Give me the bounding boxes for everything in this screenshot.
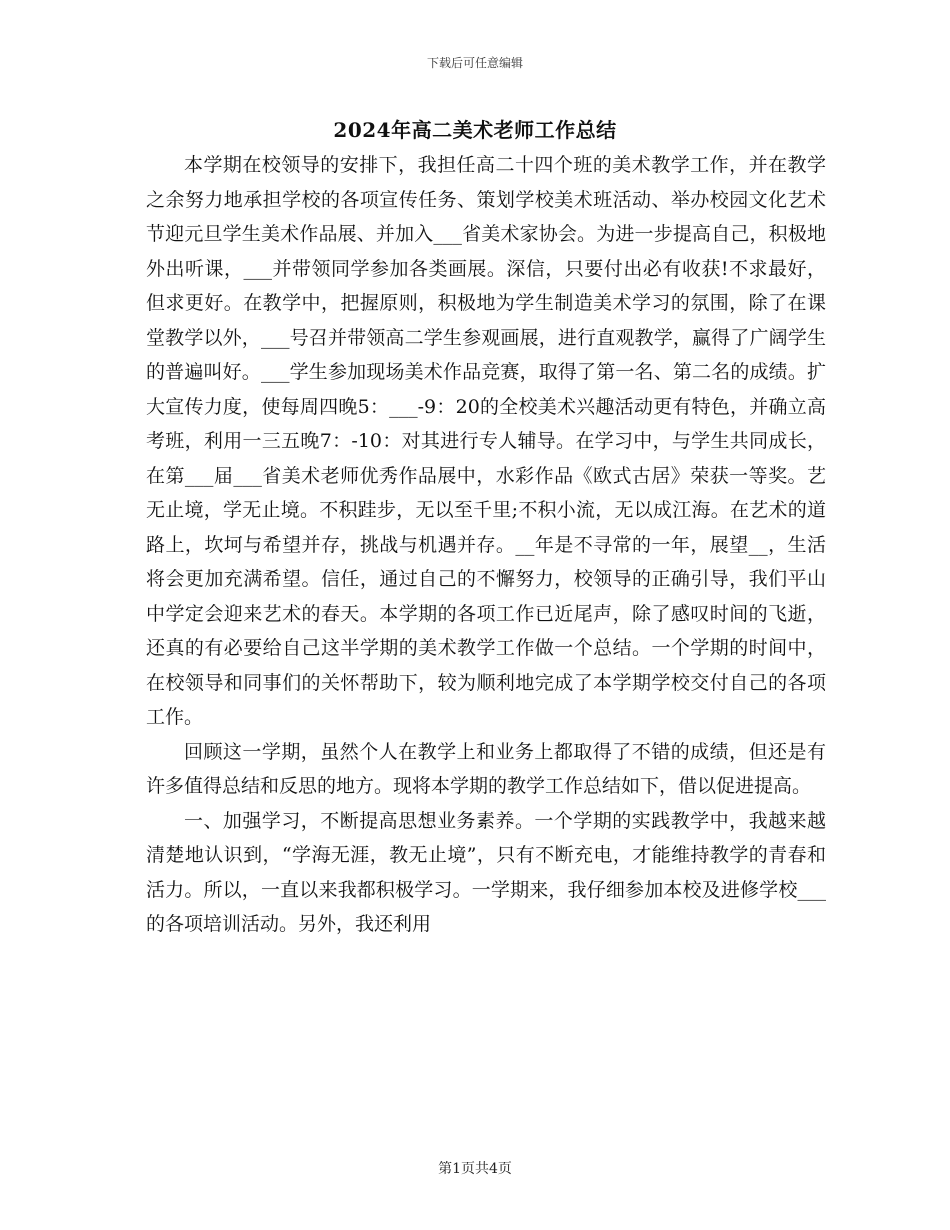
document-title: 2024年高二美术老师工作总结 <box>333 118 617 142</box>
page-footer-number: 第1页共4页 <box>438 1161 512 1177</box>
paragraph-2: 回顾这一学期，虽然个人在教学上和业务上都取得了不错的成绩，但还是有许多值得总结和反思的地方。现将本学期的教学工作总结如下，借以促进提高。 <box>146 740 826 797</box>
document-body <box>146 148 826 942</box>
paragraph-3: 一、加强学习，不断提高思想业务素养。一个学期的实践教学中，我越来越清楚地认识到，“学海无涯，教无止境”，只有不断充电，才能维持教学的青春和活力。所以，一直以来我都积极学习。一学期来，我仔细参加本校及进修学校___的各项培训活动。另外，我还利用 <box>146 809 826 935</box>
page-header-note: 下载后可任意编辑 <box>426 56 523 70</box>
paragraph-1: 本学期在校领导的安排下，我担任高二十四个班的美术教学工作，并在教学之余努力地承担学校的各项宣传任务、策划学校美术班活动、举办校园文化艺术节迎元旦学生美术作品展、并加入___省美术家协会。为进一步提高自己，积极地外出听课，___并带领同学参加各类画展。深信，只要付出必有收获!不求最好，但求更好。在教学中，把握原则，积极地为学生制造美术学习的氛围，除了在课堂教学以外，___号召并带领高二学生参观画展，进行直观教学，赢得了广阔学生的普遍叫好。___学生参加现场美术作品竞赛，取得了第一名、第二名的成绩。扩大宣传力度，使每周四晚5：___-9：20的全校美术兴趣活动更有特色，并确立高考班，利用一三五晚7：-10：对其进行专人辅导。在学习中，与学生共同成长，在第___届___省美术老师优秀作品展中，水彩作品《欧式古居》荣获一等奖。艺无止境，学无止境。不积跬步，无以至千里;不积小流，无以成江海。在艺术的道路上，坎坷与希望并存，挑战与机遇并存。__年是不寻常的一年，展望__，生活将会更加充满希望。信任，通过自己的不懈努力，校领导的正确引导，我们平山中学定会迎来艺术的春天。本学期的各项工作已近尾声，除了感叹时间的飞逝，还真的有必要给自己这半学期的美术教学工作做一个总结。一个学期的时间中，在校领导和同事们的关怀帮助下，较为顺利地完成了本学期学校交付自己的各项工作。 <box>146 154 826 728</box>
